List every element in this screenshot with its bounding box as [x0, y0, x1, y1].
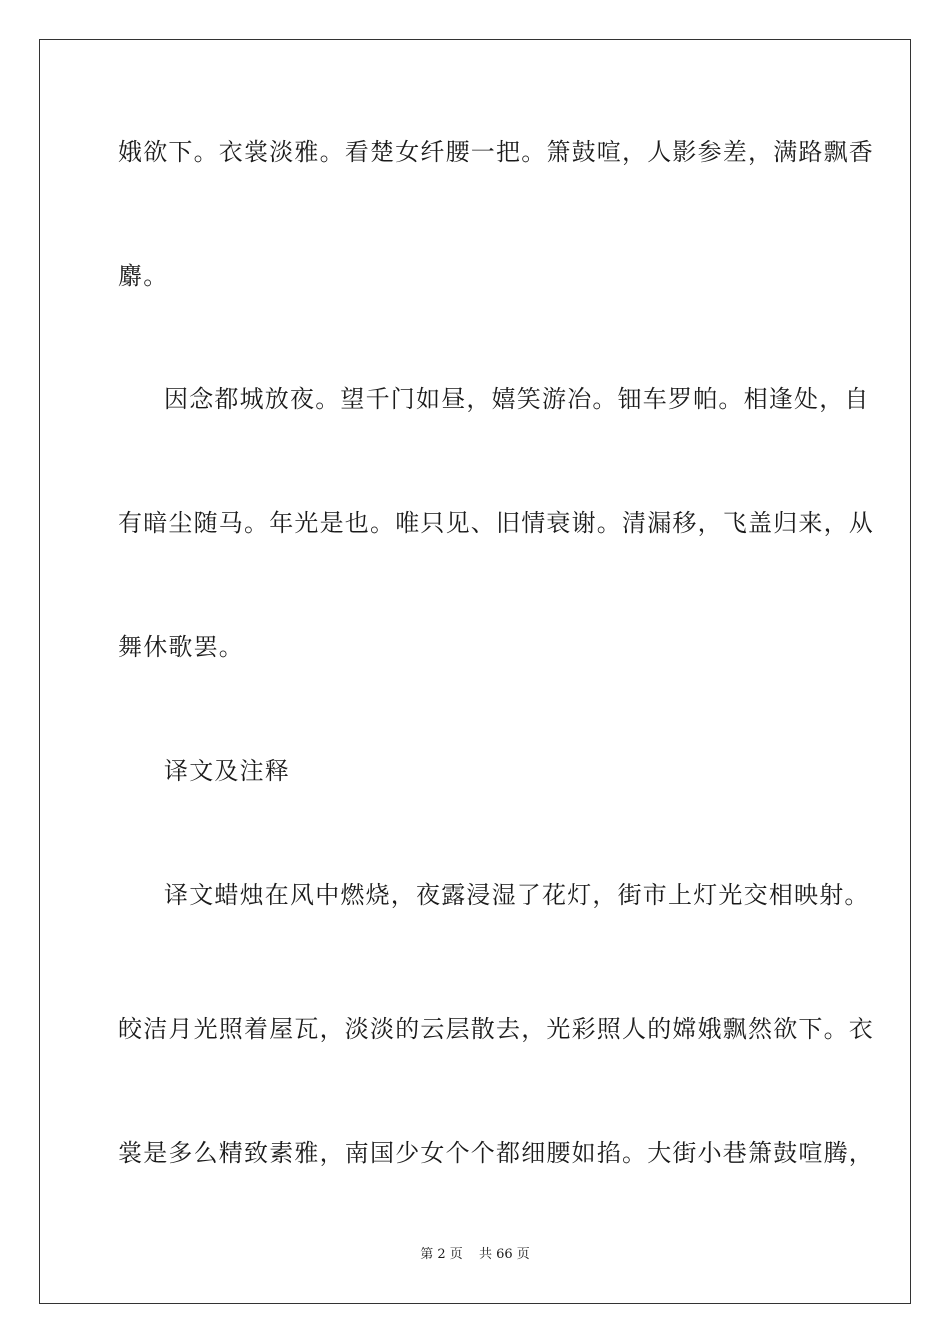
section-heading: 译文及注释	[164, 757, 290, 785]
text-line-3: 因念都城放夜。望千门如昼，嬉笑游冶。钿车罗帕。相逢处，自	[164, 385, 870, 413]
text-line-1: 娥欲下。衣裳淡雅。看楚女纤腰一把。箫鼓喧，人影参差，满路飘香	[118, 138, 874, 166]
page-border	[39, 39, 911, 1304]
text-line-9: 裳是多么精致素雅，南国少女个个都细腰如掐。大街小巷箫鼓喧腾，	[118, 1139, 874, 1167]
text-line-5: 舞休歌罢。	[118, 633, 244, 661]
text-line-2: 麝。	[118, 262, 169, 290]
page-number: 第 2 页	[420, 1247, 463, 1262]
page-footer	[0, 1246, 950, 1264]
text-line-4: 有暗尘随马。年光是也。唯只见、旧情衰谢。清漏移，飞盖归来，从	[118, 509, 874, 537]
page-total: 共 66 页	[478, 1247, 530, 1262]
text-line-8: 皎洁月光照着屋瓦，淡淡的云层散去，光彩照人的嫦娥飘然欲下。衣	[118, 1015, 874, 1043]
text-line-7: 译文蜡烛在风中燃烧，夜露浸湿了花灯，街市上灯光交相映射。	[164, 881, 870, 909]
